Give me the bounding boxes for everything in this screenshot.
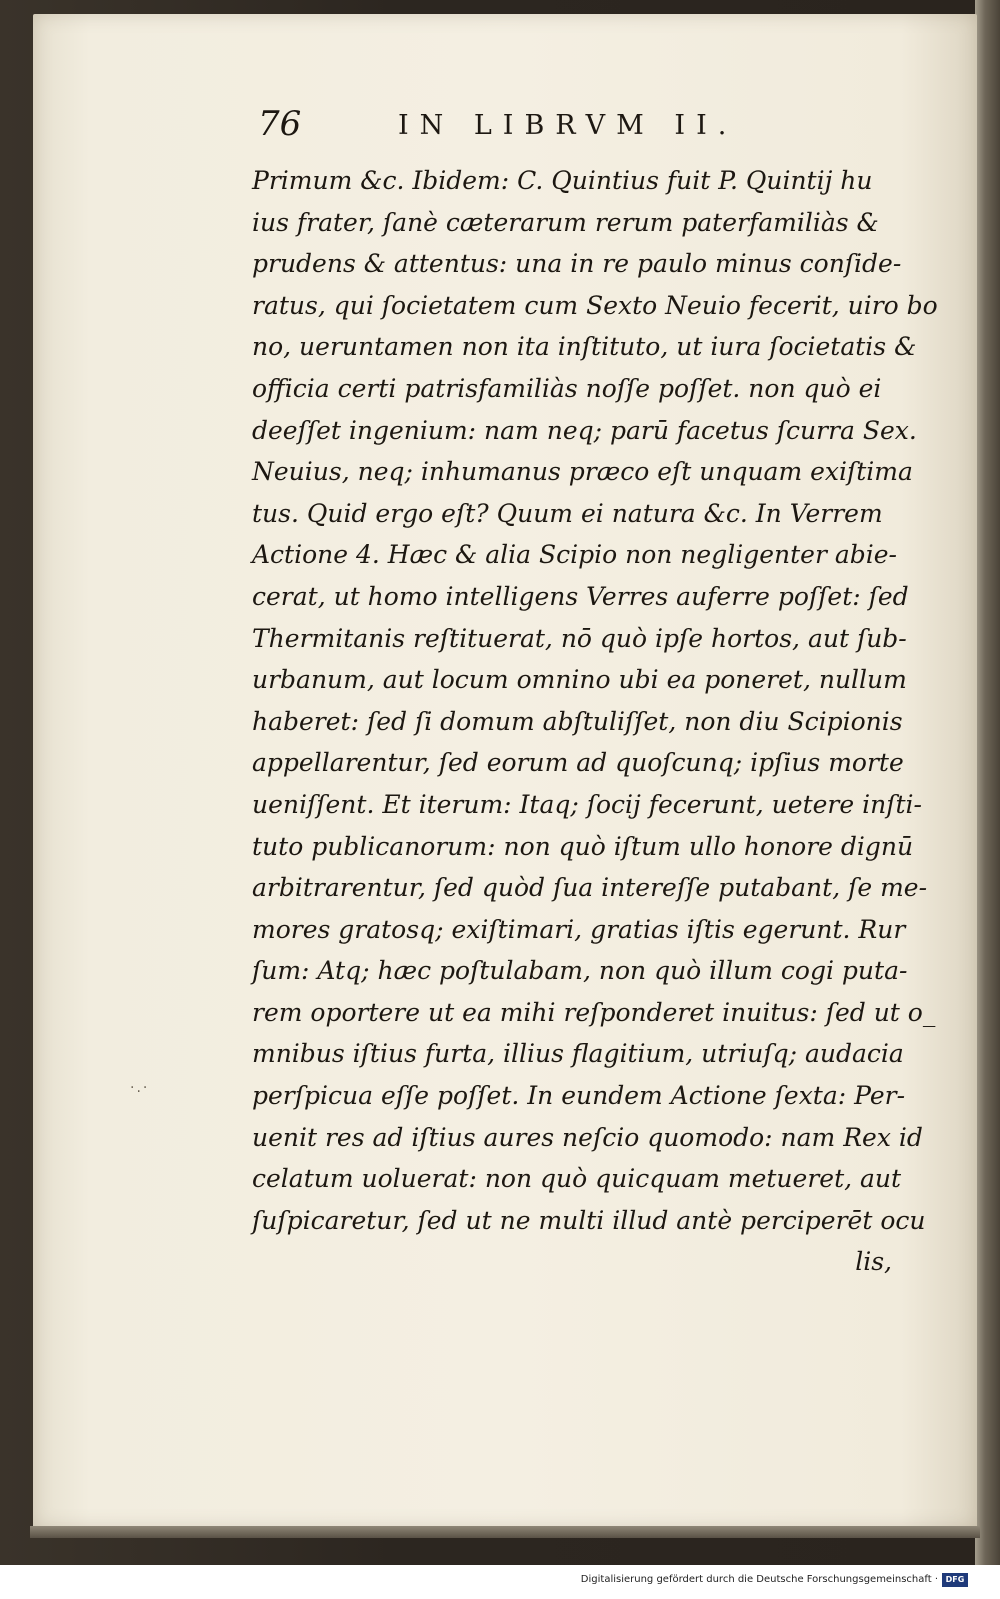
text-line: mnibus iſtius furta, illius flagitium, utriuſq; audacia — [252, 1039, 904, 1069]
text-line: tus. Quid ergo eſt? Quum ei natura &c. In Verrem — [252, 498, 883, 528]
page-header — [258, 104, 818, 148]
text-line: deeſſet ingenium: nam neq; parū facetus ſcurra Sex. — [252, 415, 917, 445]
text-line: ius frater, ſanè cæterarum rerum paterfamiliàs & — [252, 207, 879, 237]
text-line: officia certi patrisfamiliàs noſſe poſſet. non quò ei — [252, 373, 882, 403]
text-line: Primum &c. Ibidem: C. Quintius fuit P. Quintij hu — [252, 166, 873, 195]
page-bottom-edge — [30, 1526, 980, 1538]
text-line: ſuſpicaretur, ſed ut ne multi illud antè perciperēt ocu — [252, 1205, 926, 1235]
text-line: Neuius, neq; inhumanus præco eſt unquam exiſtima — [252, 457, 913, 487]
text-line: appellarentur, ſed eorum ad quoſcunq; ipſius morte — [252, 748, 904, 778]
body-text — [252, 160, 938, 1283]
text-line: ſum: Atq; hæc poſtulabam, non quò illum cogi puta- — [252, 956, 908, 986]
text-line: no, ueruntamen non ita inſtituto, ut iura ſocietatis & — [252, 332, 917, 362]
text-line: ratus, qui ſocietatem cum Sexto Neuio fecerit, uiro bo — [252, 290, 938, 320]
text-line: ueniſſent. Et iterum: Itaq; ſocij fecerunt, uetere inſti- — [252, 789, 922, 819]
text-line: tuto publicanorum: non quò iſtum ullo honore dignū — [252, 831, 914, 861]
text-line: cerat, ut homo intelligens Verres auferre poſſet: ſed — [252, 581, 909, 611]
text-line: uenit res ad iſtius aures neſcio quomodo: nam Rex id — [252, 1122, 923, 1152]
dfg-logo-icon: DFG — [942, 1573, 968, 1587]
footer-credit: Digitalisierung gefördert durch die Deutsche Forschungsgemeinschaft · — [580, 1574, 938, 1585]
text-line: haberet: ſed ſi domum abſtuliſſet, non diu Scipionis — [252, 706, 903, 736]
page-number: 76 — [258, 104, 302, 144]
margin-ink-spot: ·.· — [130, 1080, 150, 1096]
text-line: perſpicua eſſe poſſet. In eundem Actione ſexta: Per- — [252, 1081, 906, 1111]
page-edge-right — [975, 0, 1000, 1565]
catchword-line: lis, — [855, 1247, 892, 1277]
footer-bar — [0, 1565, 1000, 1599]
text-line: arbitrarentur, ſed quòd ſua intereſſe putabant, ſe me- — [252, 873, 928, 903]
text-line: celatum uoluerat: non quò quicquam metueret, aut — [252, 1164, 902, 1194]
text-line: mores gratosq; exiſtimari, gratias iſtis egerunt. Rur — [252, 914, 906, 944]
running-title: IN LIBRVM II. — [398, 110, 738, 141]
text-line: Thermitanis reſtituerat, nō quò ipſe hortos, aut ſub- — [252, 623, 907, 653]
text-line: Actione 4. Hæc & alia Scipio non negligenter abie- — [252, 540, 897, 570]
text-line: prudens & attentus: una in re paulo minus conſide- — [252, 249, 902, 279]
text-line: urbanum, aut locum omnino ubi ea poneret, nullum — [252, 665, 907, 695]
text-line: rem oportere ut ea mihi reſponderet inuitus: ſed ut o_ — [252, 997, 936, 1027]
